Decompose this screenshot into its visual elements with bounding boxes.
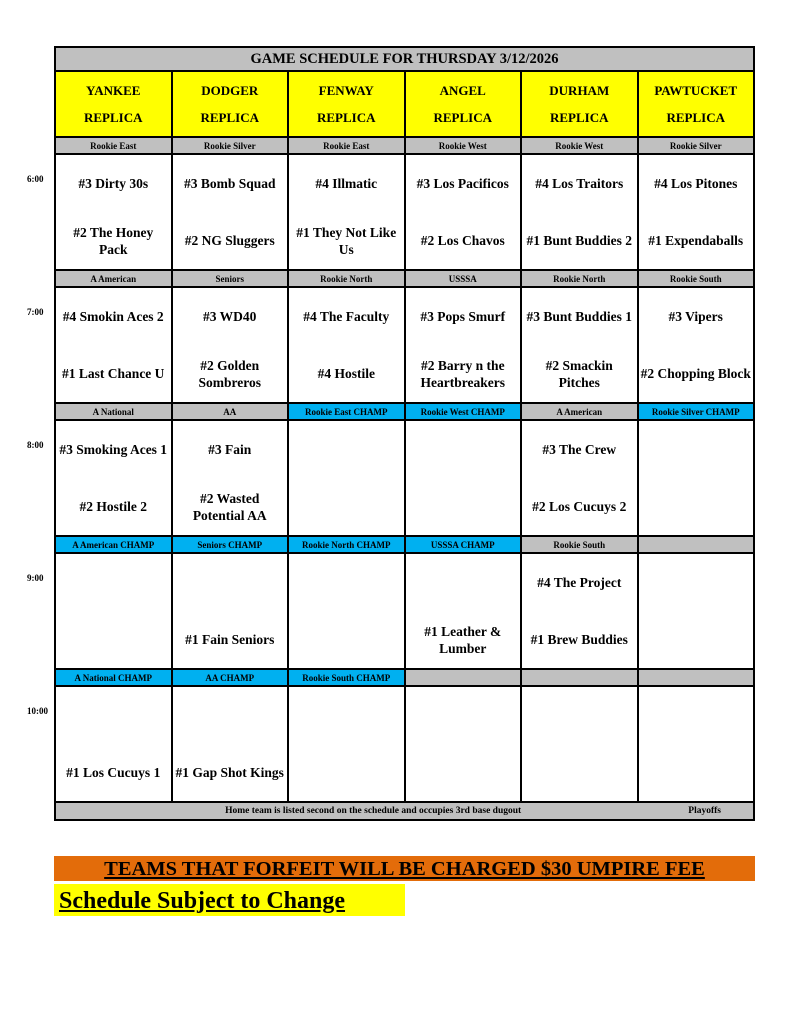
visiting-team: #3 Pops Smurf [420, 309, 506, 324]
field-header [55, 71, 172, 137]
game-cell [638, 553, 755, 669]
visiting-team [58, 554, 169, 611]
champ-division-label: Rookie North CHAMP [288, 536, 405, 553]
game-row [55, 287, 754, 403]
home-team: #1 They Not Like Us [296, 224, 397, 257]
game-cell [405, 420, 522, 536]
home-team-note: Home team is listed second on the schedule and occupies 3rd base dugout [225, 806, 522, 816]
champ-division-label: Rookie Silver CHAMP [638, 403, 755, 420]
footer-note-cell [55, 802, 754, 820]
visiting-team [524, 687, 635, 744]
visiting-team [291, 421, 402, 478]
game-row [55, 154, 754, 270]
field-header [172, 71, 289, 137]
subject-to-change-notice: Schedule Subject to Change [54, 884, 405, 916]
division-label: Rookie East [55, 137, 172, 154]
field-header [405, 71, 522, 137]
schedule-title: GAME SCHEDULE FOR THURSDAY 3/12/2026 [55, 47, 754, 71]
game-cell [288, 154, 405, 270]
division-row [55, 270, 754, 287]
visiting-team: #3 Bunt Buddies 1 [526, 309, 632, 324]
field-header [521, 71, 638, 137]
division-label: Rookie West [405, 137, 522, 154]
playoffs-label: Playoffs [688, 806, 721, 816]
home-team [641, 744, 752, 801]
home-team: #2 NG Sluggers [184, 233, 275, 248]
game-cell [55, 287, 172, 403]
champ-division-label: Rookie East CHAMP [288, 403, 405, 420]
visiting-team [291, 554, 402, 611]
field-header-row [55, 71, 754, 137]
division-label [405, 669, 522, 686]
visiting-team [175, 687, 286, 744]
home-team: #1 Brew Buddies [530, 632, 628, 647]
visiting-team [641, 687, 752, 744]
game-cell [521, 420, 638, 536]
game-cell [55, 420, 172, 536]
home-team [291, 611, 402, 668]
home-team: #2 Golden Sombreros [198, 357, 261, 390]
visiting-team [58, 687, 169, 744]
footer-row [55, 802, 754, 820]
title-row [55, 47, 754, 71]
game-cell [288, 287, 405, 403]
game-cell [405, 686, 522, 802]
home-team: #2 Los Chavos [420, 233, 505, 248]
visiting-team: #4 The Project [537, 575, 622, 590]
field-name: DURHAM [549, 83, 610, 98]
game-cell [172, 553, 289, 669]
home-team: #1 Expendaballs [648, 233, 744, 248]
game-cell [172, 420, 289, 536]
home-team: #2 Chopping Block [640, 366, 751, 381]
field-subtitle: REPLICA [83, 110, 143, 125]
game-cell [55, 553, 172, 669]
division-label: A American [55, 270, 172, 287]
game-cell [405, 287, 522, 403]
home-team [641, 478, 752, 535]
game-cell [55, 154, 172, 270]
division-label [521, 669, 638, 686]
home-team: #1 Bunt Buddies 2 [526, 233, 632, 248]
visiting-team: #4 The Faculty [303, 309, 390, 324]
home-team: #2 Barry n the Heartbreakers [420, 357, 505, 390]
time-label: 9:00 [27, 573, 44, 583]
home-team: #1 Last Chance U [62, 366, 165, 381]
division-label: Rookie South [521, 536, 638, 553]
field-subtitle: REPLICA [666, 110, 725, 125]
game-cell [521, 287, 638, 403]
field-name: FENWAY [318, 83, 374, 98]
visiting-team [408, 687, 519, 744]
home-team: #2 Los Cucuys 2 [532, 499, 627, 514]
home-team: #2 Wasted Potential AA [192, 490, 267, 523]
visiting-team [641, 554, 752, 611]
division-row [55, 403, 754, 420]
game-cell [405, 553, 522, 669]
game-cell [288, 553, 405, 669]
division-label: Rookie South [638, 270, 755, 287]
game-row [55, 420, 754, 536]
home-team: #4 Hostile [317, 366, 375, 381]
field-subtitle: REPLICA [433, 110, 492, 125]
division-label [638, 669, 755, 686]
visiting-team [291, 687, 402, 744]
field-subtitle: REPLICA [200, 110, 259, 125]
game-cell [172, 686, 289, 802]
game-cell [638, 686, 755, 802]
field-subtitle: REPLICA [316, 110, 376, 125]
home-team [524, 744, 635, 801]
game-cell [288, 686, 405, 802]
visiting-team [175, 554, 286, 611]
home-team [408, 478, 519, 535]
field-name: DODGER [201, 83, 259, 98]
home-team: #2 Hostile 2 [79, 499, 147, 514]
division-label: Rookie East [288, 137, 405, 154]
game-cell [521, 154, 638, 270]
champ-division-label: A American CHAMP [55, 536, 172, 553]
division-label: USSSA [405, 270, 522, 287]
champ-division-label: A National CHAMP [55, 669, 172, 686]
division-label: Rookie West [521, 137, 638, 154]
field-subtitle: REPLICA [549, 110, 609, 125]
division-label [638, 536, 755, 553]
home-team [291, 744, 402, 801]
game-cell [521, 553, 638, 669]
game-cell [55, 686, 172, 802]
champ-division-label: Rookie West CHAMP [405, 403, 522, 420]
home-team [291, 478, 402, 535]
time-label: 8:00 [27, 440, 44, 450]
game-cell [638, 420, 755, 536]
division-label: Seniors [172, 270, 289, 287]
field-header [288, 71, 405, 137]
home-team [58, 611, 169, 668]
game-row [55, 553, 754, 669]
game-cell [172, 154, 289, 270]
time-label: 10:00 [27, 706, 48, 716]
home-team: #1 Leather & Lumber [424, 623, 502, 656]
division-label: Rookie North [288, 270, 405, 287]
home-team: #2 The Honey Pack [73, 224, 154, 257]
visiting-team: #4 Smokin Aces 2 [62, 309, 164, 324]
field-name: YANKEE [86, 83, 141, 98]
division-label: Rookie Silver [172, 137, 289, 154]
division-label: Rookie North [521, 270, 638, 287]
schedule-table [54, 46, 755, 821]
visiting-team: #4 Illmatic [315, 176, 378, 191]
visiting-team: #3 Fain [208, 442, 252, 457]
division-row [55, 669, 754, 686]
time-label: 7:00 [27, 307, 44, 317]
visiting-team [641, 421, 752, 478]
home-team [641, 611, 752, 668]
field-header [638, 71, 755, 137]
division-row [55, 536, 754, 553]
champ-division-label: USSSA CHAMP [405, 536, 522, 553]
home-team: #1 Fain Seniors [185, 632, 275, 647]
home-team: #1 Los Cucuys 1 [66, 765, 161, 780]
game-cell [172, 287, 289, 403]
game-row [55, 686, 754, 802]
visiting-team: #3 Bomb Squad [183, 176, 276, 191]
visiting-team: #3 Dirty 30s [78, 176, 149, 191]
champ-division-label: Seniors CHAMP [172, 536, 289, 553]
division-label: A American [521, 403, 638, 420]
home-team: #2 Smackin Pitches [545, 357, 613, 390]
game-cell [638, 154, 755, 270]
game-cell [405, 154, 522, 270]
home-team: #1 Gap Shot Kings [175, 765, 284, 780]
visiting-team [408, 421, 519, 478]
division-label: A National [55, 403, 172, 420]
game-cell [638, 287, 755, 403]
visiting-team: #3 Los Pacificos [416, 176, 509, 191]
field-name: PAWTUCKET [654, 83, 738, 98]
visiting-team: #3 The Crew [542, 442, 617, 457]
visiting-team: #3 Smoking Aces 1 [59, 442, 168, 457]
game-cell [288, 420, 405, 536]
division-label: Rookie Silver [638, 137, 755, 154]
champ-division-label: AA CHAMP [172, 669, 289, 686]
game-cell [521, 686, 638, 802]
champ-division-label: Rookie South CHAMP [288, 669, 405, 686]
field-name: ANGEL [439, 83, 486, 98]
forfeit-notice: TEAMS THAT FORFEIT WILL BE CHARGED $30 UMPIRE FEE [54, 856, 755, 881]
time-label: 6:00 [27, 174, 44, 184]
visiting-team: #3 WD40 [203, 309, 257, 324]
visiting-team: #4 Los Pitones [654, 176, 738, 191]
visiting-team: #4 Los Traitors [535, 176, 624, 191]
division-row [55, 137, 754, 154]
visiting-team [408, 554, 519, 611]
division-label: AA [172, 403, 289, 420]
visiting-team: #3 Vipers [668, 309, 723, 324]
home-team [408, 744, 519, 801]
